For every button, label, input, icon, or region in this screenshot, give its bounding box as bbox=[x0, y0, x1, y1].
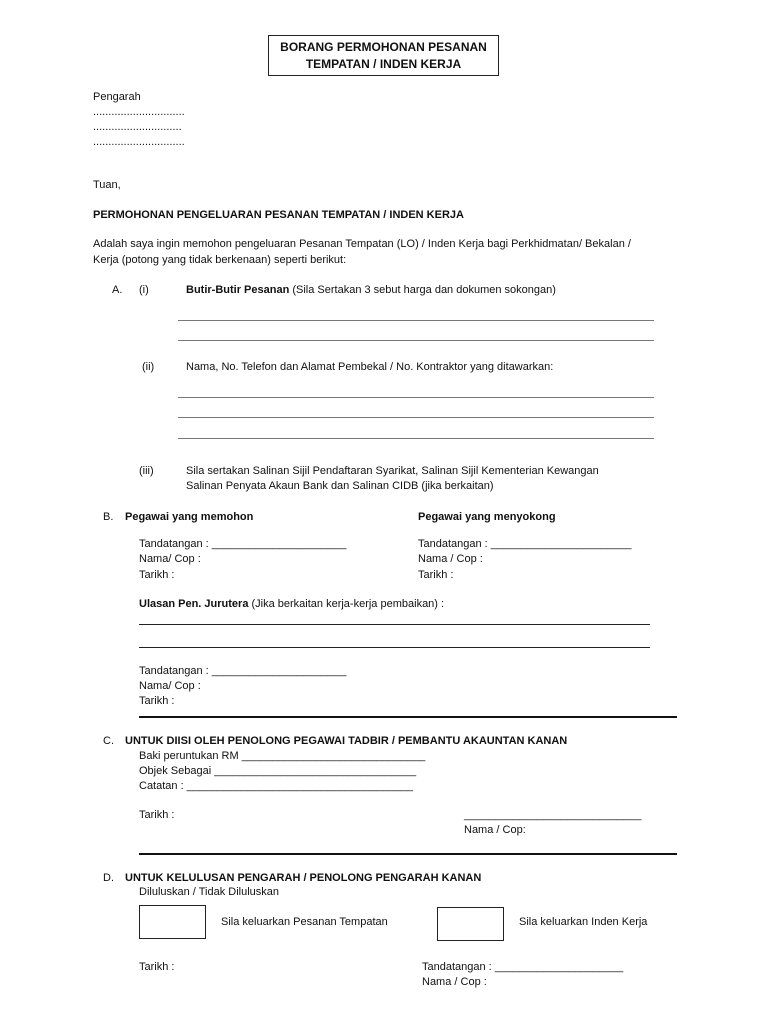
applicant-name-stamp[interactable]: Nama/ Cop : bbox=[139, 553, 201, 565]
object-field[interactable]: Objek Sebagai _________________________________ bbox=[139, 765, 417, 777]
section-d-heading: UNTUK KELULUSAN PENGARAH / PENOLONG PENGARAH KANAN bbox=[125, 872, 482, 884]
section-c-name-stamp[interactable]: Nama / Cop: bbox=[464, 824, 526, 836]
item-ii-write-line-3[interactable] bbox=[178, 438, 654, 439]
item-ii-write-line-1[interactable] bbox=[178, 397, 654, 398]
engineer-review-line-1[interactable] bbox=[139, 624, 650, 625]
form-title-line2: TEMPATAN / INDEN KERJA bbox=[305, 56, 462, 71]
supporter-signature[interactable]: Tandatangan : _______________________ bbox=[418, 538, 632, 550]
section-c-divider bbox=[139, 853, 677, 855]
addressee-label: Pengarah bbox=[93, 91, 141, 103]
section-d-date[interactable]: Tarikh : bbox=[139, 961, 175, 973]
item-ii-number: (ii) bbox=[142, 361, 155, 373]
local-order-label: Sila keluarkan Pesanan Tempatan bbox=[221, 916, 388, 928]
engineer-review bbox=[139, 598, 444, 610]
intro-line-2: Kerja (potong yang tidak berkenaan) seperti berikut: bbox=[93, 254, 347, 266]
section-c-letter: C. bbox=[103, 735, 114, 747]
section-c-date[interactable]: Tarikh : bbox=[139, 809, 175, 821]
local-order-checkbox[interactable] bbox=[139, 905, 206, 939]
supporter-date[interactable]: Tarikh : bbox=[418, 569, 454, 581]
item-ii-text: Nama, No. Telefon dan Alamat Pembekal / No. Kontraktor yang ditawarkan: bbox=[186, 361, 554, 373]
item-i-heading: Butir-Butir Pesanan bbox=[186, 284, 290, 296]
form-title-box bbox=[268, 35, 499, 76]
addressee-dots-2: ............................. bbox=[93, 121, 182, 133]
work-inden-checkbox[interactable] bbox=[437, 907, 504, 941]
item-iii-number: (iii) bbox=[139, 465, 154, 477]
item-i-number: (i) bbox=[139, 284, 149, 296]
supporter-heading: Pegawai yang menyokong bbox=[418, 511, 556, 523]
item-i-write-line-2[interactable] bbox=[178, 340, 654, 341]
form-title-line1: BORANG PERMOHONAN PESANAN bbox=[280, 39, 487, 54]
item-i-text bbox=[186, 284, 556, 296]
salutation: Tuan, bbox=[93, 179, 121, 191]
section-d-name-stamp[interactable]: Nama / Cop : bbox=[422, 976, 487, 988]
section-c-heading: UNTUK DIISI OLEH PENOLONG PEGAWAI TADBIR / PEMBANTU AKAUNTAN KANAN bbox=[125, 735, 568, 747]
section-d-signature[interactable]: Tandatangan : _____________________ bbox=[422, 961, 624, 973]
section-a-letter: A. bbox=[112, 284, 123, 296]
remarks-field[interactable]: Catatan : _____________________________________ bbox=[139, 780, 414, 792]
engineer-name-stamp[interactable]: Nama/ Cop : bbox=[139, 680, 201, 692]
addressee-dots-1: .............................. bbox=[93, 106, 185, 118]
allocation-balance-field[interactable]: Baki peruntukan RM ______________________________ bbox=[139, 750, 426, 762]
supporter-name-stamp[interactable]: Nama / Cop : bbox=[418, 553, 483, 565]
section-c-signature-line[interactable]: _____________________________ bbox=[464, 809, 642, 821]
engineer-review-heading: Ulasan Pen. Jurutera bbox=[139, 598, 249, 610]
intro-line-1: Adalah saya ingin memohon pengeluaran Pesanan Tempatan (LO) / Inden Kerja bagi Perkhidmatan/ Bekalan / bbox=[93, 238, 631, 250]
item-iii-line-2: Salinan Penyata Akaun Bank dan Salinan CIDB (jika berkaitan) bbox=[186, 480, 494, 492]
section-b-divider bbox=[139, 716, 677, 718]
engineer-review-note: (Jika berkaitan kerja-kerja pembaikan) : bbox=[248, 598, 445, 610]
applicant-heading: Pegawai yang memohon bbox=[125, 511, 254, 523]
section-d-letter: D. bbox=[103, 872, 114, 884]
item-ii-write-line-2[interactable] bbox=[178, 417, 654, 418]
approval-status: Diluluskan / Tidak Diluluskan bbox=[139, 886, 280, 898]
work-inden-label: Sila keluarkan Inden Kerja bbox=[519, 916, 648, 928]
item-i-note: (Sila Sertakan 3 sebut harga dan dokumen sokongan) bbox=[289, 284, 556, 296]
engineer-signature[interactable]: Tandatangan : ______________________ bbox=[139, 665, 347, 677]
applicant-signature[interactable]: Tandatangan : ______________________ bbox=[139, 538, 347, 550]
section-b-letter: B. bbox=[103, 511, 114, 523]
item-i-write-line-1[interactable] bbox=[178, 320, 654, 321]
addressee-dots-3: .............................. bbox=[93, 136, 185, 148]
subject-heading: PERMOHONAN PENGELUARAN PESANAN TEMPATAN / INDEN KERJA bbox=[93, 209, 464, 221]
applicant-date[interactable]: Tarikh : bbox=[139, 569, 175, 581]
engineer-date[interactable]: Tarikh : bbox=[139, 695, 175, 707]
item-iii-line-1: Sila sertakan Salinan Sijil Pendaftaran Syarikat, Salinan Sijil Kementerian Kewangan bbox=[186, 465, 599, 477]
engineer-review-line-2[interactable] bbox=[139, 647, 650, 648]
